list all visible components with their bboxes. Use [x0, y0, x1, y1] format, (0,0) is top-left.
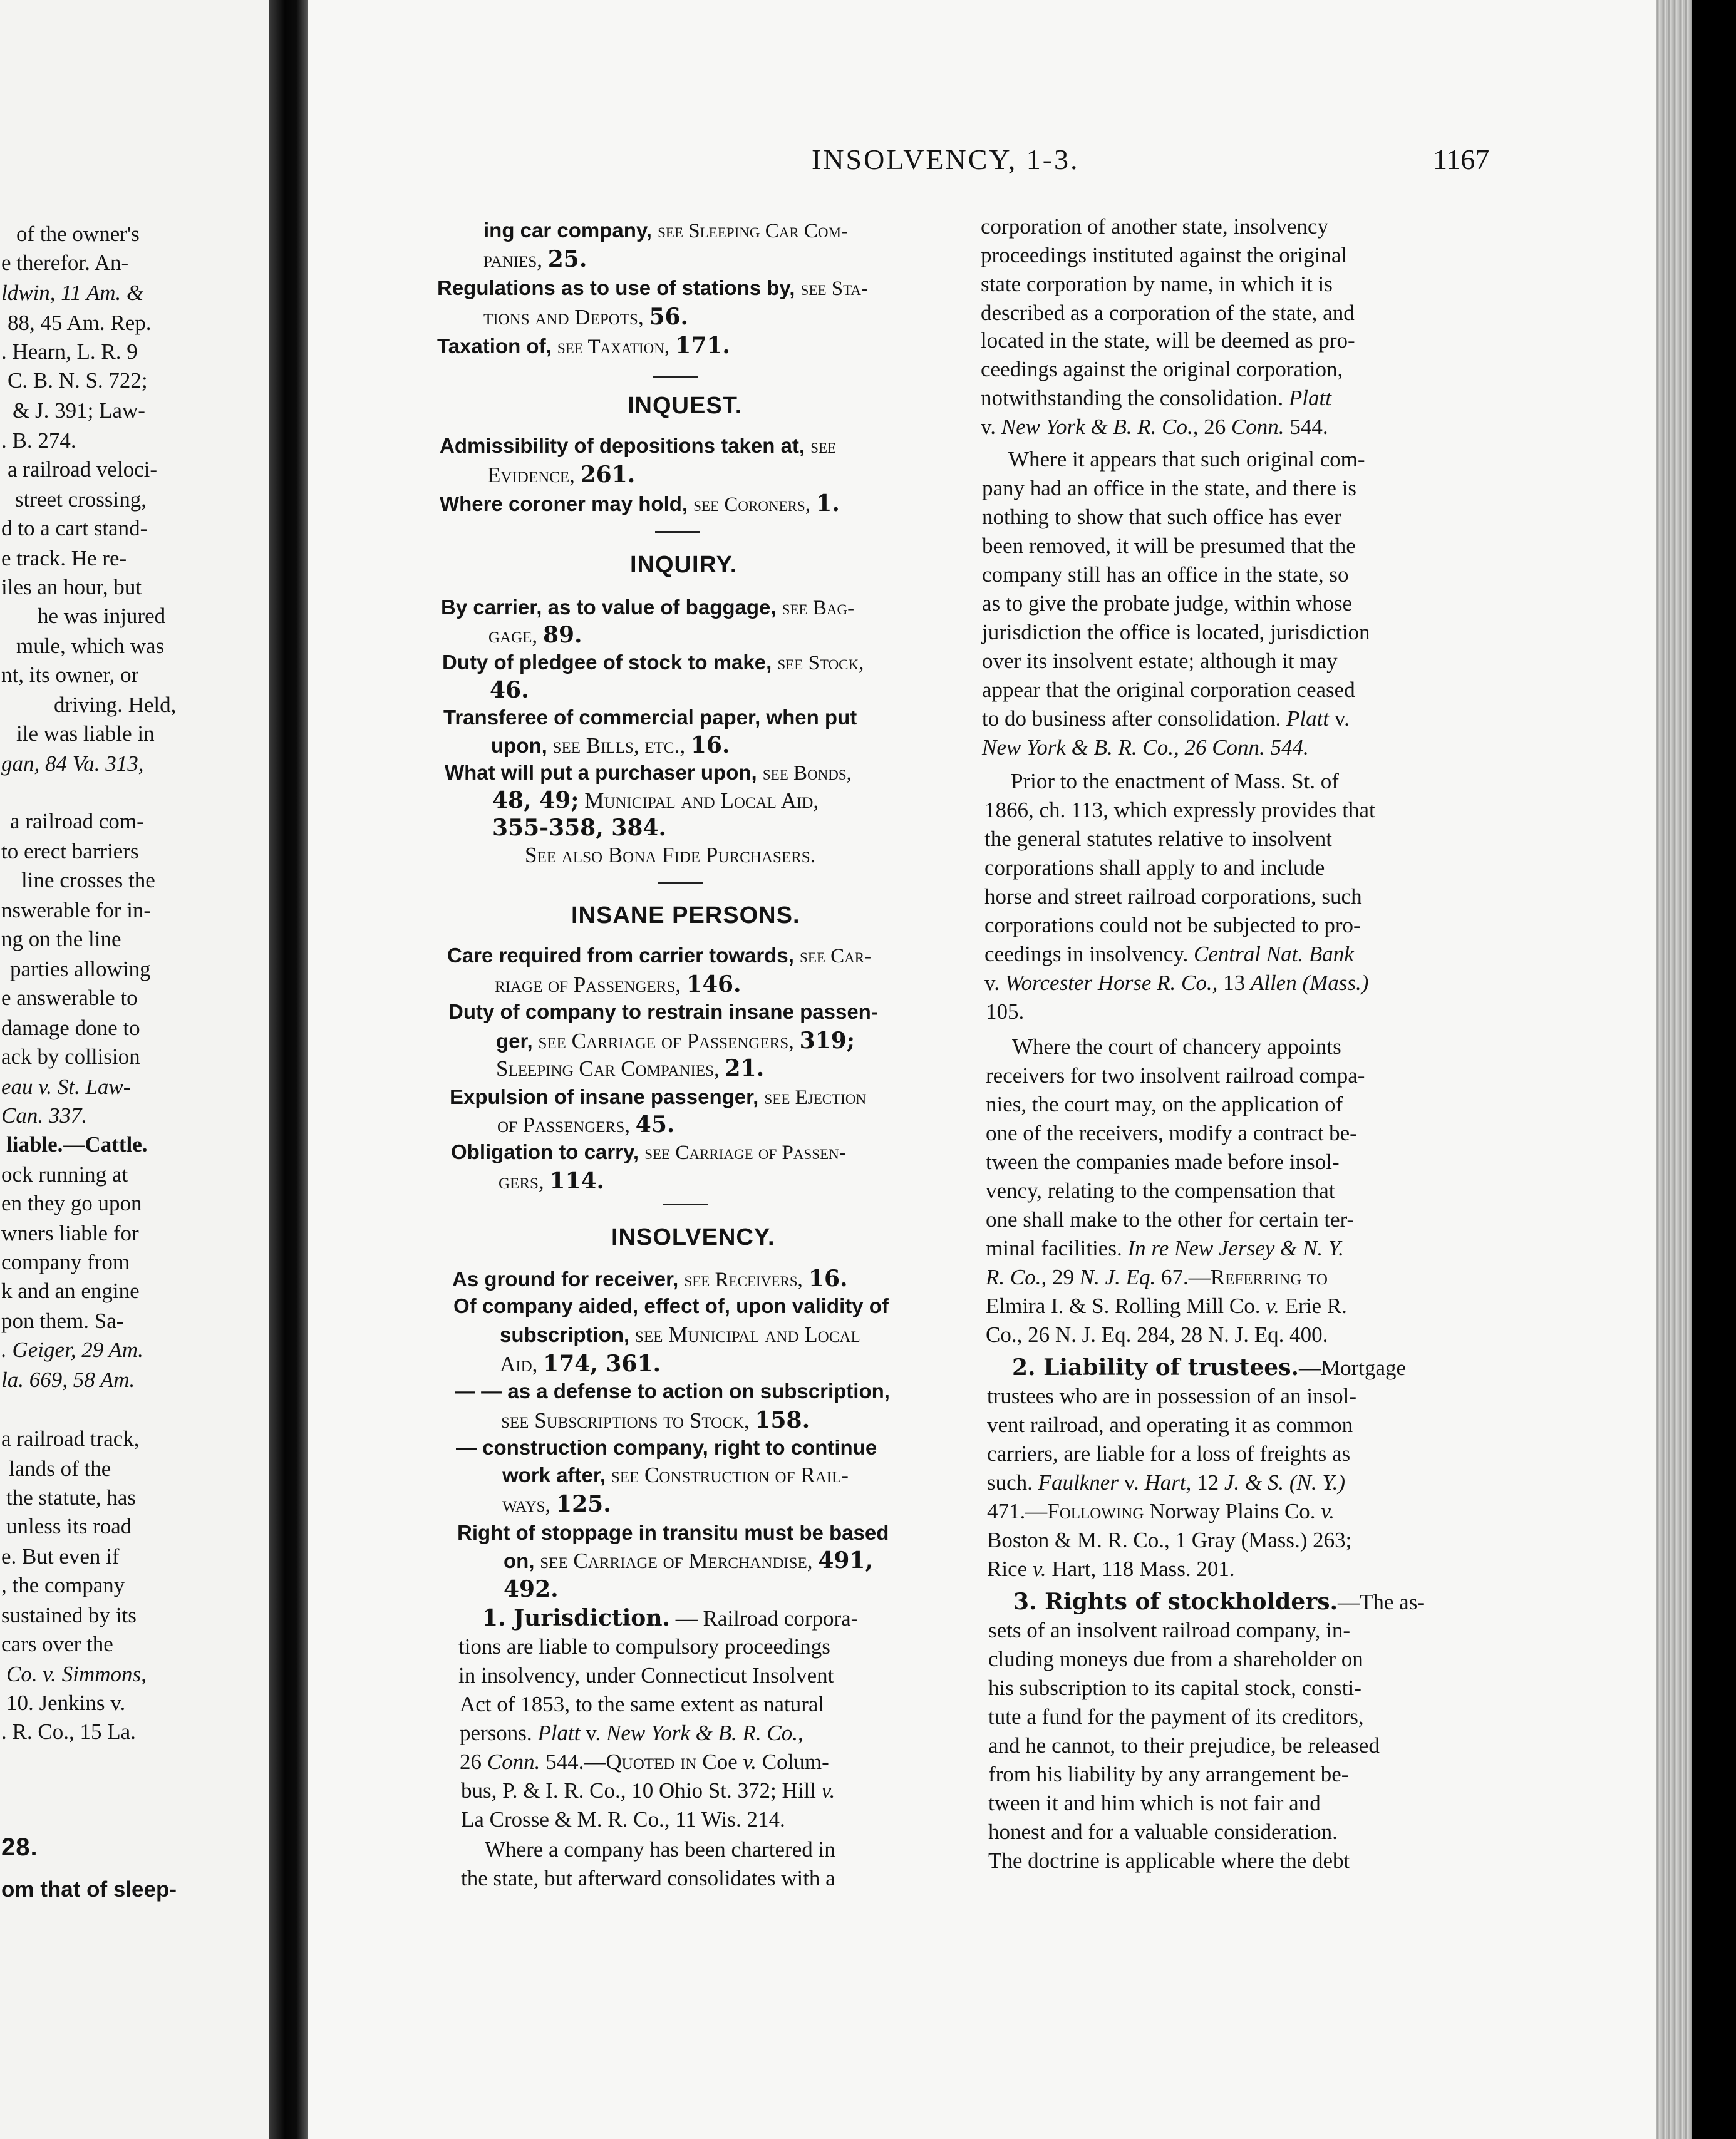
text-line: Elmira I. & S. Rolling Mill Co. v. Erie R.: [986, 1294, 1347, 1318]
text-line: company still has an office in the state, so: [982, 562, 1349, 587]
index-line: Care required from carrier towards, see Car-: [447, 944, 872, 967]
text-line: carriers, are liable for a loss of freights as: [987, 1441, 1351, 1466]
text-line: vency, relating to the compensation that: [986, 1178, 1335, 1203]
index-line: Right of stoppage in transitu must be based: [457, 1521, 889, 1544]
text-line: ile was liable in: [16, 721, 155, 746]
text-line: k and an engine: [1, 1279, 140, 1303]
index-line: Where coroner may hold, see Coroners, 1.: [440, 490, 840, 517]
text-line: trustees who are in possession of an insol-: [987, 1384, 1357, 1408]
text-line: to erect barriers: [1, 839, 139, 863]
text-line: appear that the original corporation ceased: [982, 678, 1355, 702]
section-heading-insane-persons: INSANE PERSONS.: [571, 902, 800, 929]
text-line: 10. Jenkins v.: [6, 1691, 126, 1715]
text-line: cluding moneys due from a shareholder on: [988, 1647, 1363, 1671]
text-line: a railroad com-: [10, 809, 144, 833]
text-line: pany had an office in the state, and there is: [982, 476, 1357, 500]
text-line: street crossing,: [15, 487, 147, 512]
index-line: Expulsion of insane passenger, see Ejection: [450, 1085, 867, 1109]
text-line: ldwin, 11 Am. &: [1, 281, 144, 305]
index-line: What will put a purchaser upon, see Bonds,: [445, 761, 852, 785]
index-line: — construction company, right to continue: [456, 1436, 877, 1459]
right-page: [308, 0, 1656, 2139]
text-line: of the owner's: [16, 222, 140, 246]
text-line: . Geiger, 29 Am.: [1, 1338, 143, 1362]
text-line: d to a cart stand-: [1, 516, 148, 540]
text-line: vent railroad, and operating it as common: [987, 1413, 1353, 1437]
left-facing-page: [0, 0, 269, 2139]
text-line: iles an hour, but: [1, 575, 142, 599]
index-line: gers, 114.: [499, 1168, 605, 1194]
text-line: Where the court of chancery appoints: [1012, 1034, 1341, 1059]
index-line: Sleeping Car Companies, 21.: [496, 1055, 765, 1081]
text-line: Where a company has been chartered in: [485, 1837, 835, 1862]
text-line: corporations shall apply to and include: [984, 855, 1325, 880]
text-line: been removed, it will be presumed that the: [982, 533, 1356, 558]
text-line: sustained by its: [1, 1603, 137, 1627]
text-line: tween the companies made before insol-: [986, 1150, 1340, 1174]
text-line: ceedings against the original corporation,: [981, 357, 1343, 381]
text-line: , the company: [1, 1573, 125, 1597]
text-line: driving. Held,: [54, 693, 177, 717]
index-line: subscription, see Municipal and Local: [500, 1322, 860, 1347]
text-line: minal facilities. In re New Jersey & N. Y.: [986, 1236, 1344, 1260]
text-line: his subscription to its capital stock, consti-: [988, 1676, 1361, 1700]
text-line: liable.—Cattle.: [6, 1132, 148, 1157]
text-line: The doctrine is applicable where the debt: [988, 1848, 1350, 1873]
text-line: eau v. St. Law-: [1, 1075, 131, 1099]
index-line: — — as a defense to action on subscription,: [455, 1379, 890, 1403]
text-line: La Crosse & M. R. Co., 11 Wis. 214.: [461, 1807, 785, 1832]
text-line: ack by collision: [1, 1044, 140, 1069]
index-line: ing car company, see Sleeping Car Com-: [483, 219, 848, 242]
text-line: state corporation by name, in which it is: [981, 272, 1333, 296]
text-line: honest and for a valuable consideration.: [988, 1820, 1338, 1844]
page-header-title: INSOLVENCY, 1-3.: [812, 143, 1080, 175]
text-line: 105.: [986, 999, 1025, 1024]
text-line: Co., 26 N. J. Eq. 284, 28 N. J. Eq. 400.: [986, 1322, 1328, 1347]
text-line: New York & B. R. Co., 26 Conn. 544.: [982, 735, 1309, 760]
index-line: Admissibility of depositions taken at, see: [440, 434, 837, 458]
text-line: company from: [1, 1250, 130, 1274]
text-line: Prior to the enactment of Mass. St. of: [1011, 769, 1339, 793]
index-line: gage, 89.: [488, 622, 582, 648]
text-line: parties allowing: [10, 957, 151, 981]
text-line: 88, 45 Am. Rep.: [8, 311, 152, 335]
text-line: proceedings instituted against the original: [981, 243, 1348, 267]
text-line: 471.—Following Norway Plains Co. v.: [987, 1499, 1335, 1523]
text-line: and he cannot, to their prejudice, be released: [988, 1733, 1380, 1758]
text-line: one of the receivers, modify a contract be-: [986, 1121, 1357, 1145]
index-line: Duty of pledgee of stock to make, see Stock,: [442, 651, 864, 674]
text-line: lands of the: [9, 1456, 111, 1481]
index-line: Transferee of commercial paper, when put: [443, 706, 857, 729]
index-line: ger, see Carriage of Passengers, 319;: [496, 1028, 855, 1054]
section-heading-insolvency: INSOLVENCY.: [611, 1224, 775, 1250]
index-line: 46.: [490, 677, 529, 703]
index-line: See also Bona Fide Purchasers.: [525, 843, 816, 867]
text-line: sets of an insolvent railroad company, in-: [988, 1618, 1350, 1642]
index-line: riage of Passengers, 146.: [495, 971, 741, 997]
text-line: corporations could not be subjected to pro-: [984, 913, 1361, 937]
text-line: damage done to: [1, 1016, 140, 1040]
section-heading-inquiry: INQUIRY.: [630, 552, 738, 578]
text-line: nswerable for in-: [1, 898, 152, 922]
text-line: persons. Platt v. New York & B. R. Co.,: [460, 1721, 803, 1745]
text-line: from his liability by any arrangement be-: [988, 1762, 1349, 1786]
text-line: ng on the line: [1, 927, 121, 951]
section-2-paragraph: 2. Liability of trustees.—Mortgage: [1012, 1354, 1407, 1381]
text-line: 1866, ch. 113, which expressly provides that: [984, 798, 1375, 822]
text-line: pon them. Sa-: [1, 1309, 124, 1333]
index-line: of Passengers, 45.: [497, 1111, 675, 1138]
section-heading-inquest: INQUEST.: [628, 393, 743, 419]
text-line: mule, which was: [16, 634, 165, 658]
text-line: line crosses the: [21, 868, 155, 892]
index-line: on, see Carriage of Merchandise, 491,: [504, 1547, 873, 1574]
text-line: ock running at: [1, 1162, 128, 1187]
text-line: over its insolvent estate; although it may: [982, 649, 1338, 673]
index-line: ways, 125.: [502, 1491, 611, 1517]
text-line: unless its road: [6, 1514, 132, 1539]
text-line: gan, 84 Va. 313,: [1, 751, 144, 776]
text-line: the statute, has: [6, 1485, 137, 1510]
index-line: Obligation to carry, see Carriage of Passen-: [451, 1140, 846, 1164]
text-line: v. New York & B. R. Co., 26 Conn. 544.: [981, 415, 1328, 439]
text-line: receivers for two insolvent railroad compa-: [986, 1063, 1365, 1088]
text-line: Can. 337.: [1, 1103, 88, 1128]
text-line: v. Worcester Horse R. Co., 13 Allen (Mass.): [984, 971, 1369, 995]
text-line: e. But even if: [1, 1544, 120, 1569]
text-line: la. 669, 58 Am.: [1, 1368, 135, 1392]
section-3-paragraph: 3. Rights of stockholders.—The as-: [1013, 1589, 1425, 1615]
text-line: nies, the court may, on the application of: [986, 1092, 1343, 1116]
text-line: nt, its owner, or: [1, 662, 139, 687]
text-line: . B. 274.: [1, 428, 76, 453]
index-line: Aid, 174, 361.: [500, 1351, 661, 1377]
text-line: a railroad track,: [1, 1426, 140, 1451]
text-line: cars over the: [1, 1632, 113, 1656]
text-line: 26 Conn. 544.—Quoted in Coe v. Colum-: [460, 1750, 829, 1774]
text-line: & J. 391; Law-: [13, 398, 145, 423]
text-line: Act of 1853, to the same extent as natural: [460, 1692, 825, 1716]
text-line: tions are liable to compulsory proceedings: [458, 1634, 830, 1659]
text-line: to do business after consolidation. Platt v.: [982, 706, 1350, 731]
text-line: Rice v. Hart, 118 Mass. 201.: [987, 1557, 1235, 1581]
index-line: Regulations as to use of stations by, see Sta-: [437, 276, 868, 300]
text-line: om that of sleep-: [1, 1877, 177, 1902]
index-line: 492.: [504, 1576, 559, 1602]
index-line: Evidence, 261.: [487, 461, 636, 488]
text-line: one shall make to the other for certain ter-: [986, 1207, 1355, 1232]
index-line: work after, see Construction of Rail-: [502, 1463, 849, 1487]
text-line: 28.: [1, 1833, 38, 1861]
text-line: tute a fund for the payment of its creditors,: [988, 1704, 1364, 1729]
text-line: the state, but afterward consolidates with a: [461, 1866, 835, 1890]
text-line: nothing to show that such office has ever: [982, 505, 1341, 529]
text-line: Where it appears that such original com-: [1008, 447, 1365, 472]
text-line: notwithstanding the consolidation. Platt: [981, 386, 1331, 410]
index-line: 355-358, 384.: [492, 815, 666, 841]
section-rule: [658, 882, 703, 884]
text-line: . Hearn, L. R. 9: [1, 339, 138, 364]
index-line: Taxation of, see Taxation, 171.: [437, 332, 730, 359]
index-line: As ground for receiver, see Receivers, 16.: [452, 1265, 848, 1292]
index-line: By carrier, as to value of baggage, see Bag-: [441, 595, 855, 619]
text-line: corporation of another state, insolvency: [981, 214, 1328, 239]
text-line: Boston & M. R. Co., 1 Gray (Mass.) 263;: [987, 1528, 1352, 1552]
text-line: described as a corporation of the state, and: [981, 301, 1355, 325]
text-line: as to give the probate judge, within whose: [982, 591, 1352, 616]
text-line: in insolvency, under Connecticut Insolvent: [458, 1663, 834, 1688]
section-rule: [653, 376, 698, 378]
index-line: tions and Depots, 56.: [483, 304, 689, 330]
text-line: such. Faulkner v. Hart, 12 J. & S. (N. Y.): [987, 1470, 1345, 1495]
text-line: en they go upon: [1, 1191, 142, 1215]
text-line: bus, P. & I. R. Co., 10 Ohio St. 372; Hill v.: [461, 1778, 835, 1803]
text-line: tween it and him which is not fair and: [988, 1791, 1321, 1815]
index-line: Duty of company to restrain insane passen-: [448, 1000, 878, 1023]
index-line: Of company aided, effect of, upon validity of: [453, 1294, 889, 1317]
text-line: Co. v. Simmons,: [6, 1662, 147, 1686]
index-line: see Subscriptions to Stock, 158.: [501, 1407, 810, 1433]
section-rule: [655, 531, 700, 533]
text-line: C. B. N. S. 722;: [8, 368, 148, 393]
index-line: panies, 25.: [483, 246, 587, 272]
section-1-paragraph: 1. Jurisdiction. — Railroad corpora-: [482, 1605, 859, 1631]
text-line: jurisdiction the office is located, jurisdiction: [982, 620, 1370, 644]
text-line: ceedings in insolvency. Central Nat. Bank: [984, 942, 1354, 966]
index-line: 48, 49; Municipal and Local Aid,: [492, 787, 819, 813]
text-line: horse and street railroad corporations, such: [984, 884, 1362, 909]
text-line: . R. Co., 15 La.: [1, 1719, 136, 1744]
section-rule: [663, 1204, 708, 1205]
text-line: e therefor. An-: [1, 250, 129, 275]
text-line: a railroad veloci-: [8, 457, 158, 482]
text-line: e answerable to: [1, 986, 138, 1010]
page-edge: [1656, 0, 1692, 2139]
index-line: upon, see Bills, etc., 16.: [491, 732, 730, 758]
text-line: wners liable for: [1, 1221, 139, 1245]
text-line: the general statutes relative to insolvent: [984, 827, 1332, 851]
text-line: R. Co., 29 N. J. Eq. 67.—Referring to: [986, 1265, 1328, 1289]
page-number: 1167: [1433, 143, 1490, 175]
book-gutter: [269, 0, 308, 2139]
text-line: e track. He re-: [1, 546, 127, 570]
text-line: he was injured: [38, 604, 166, 628]
text-line: located in the state, will be deemed as pro-: [981, 328, 1355, 353]
